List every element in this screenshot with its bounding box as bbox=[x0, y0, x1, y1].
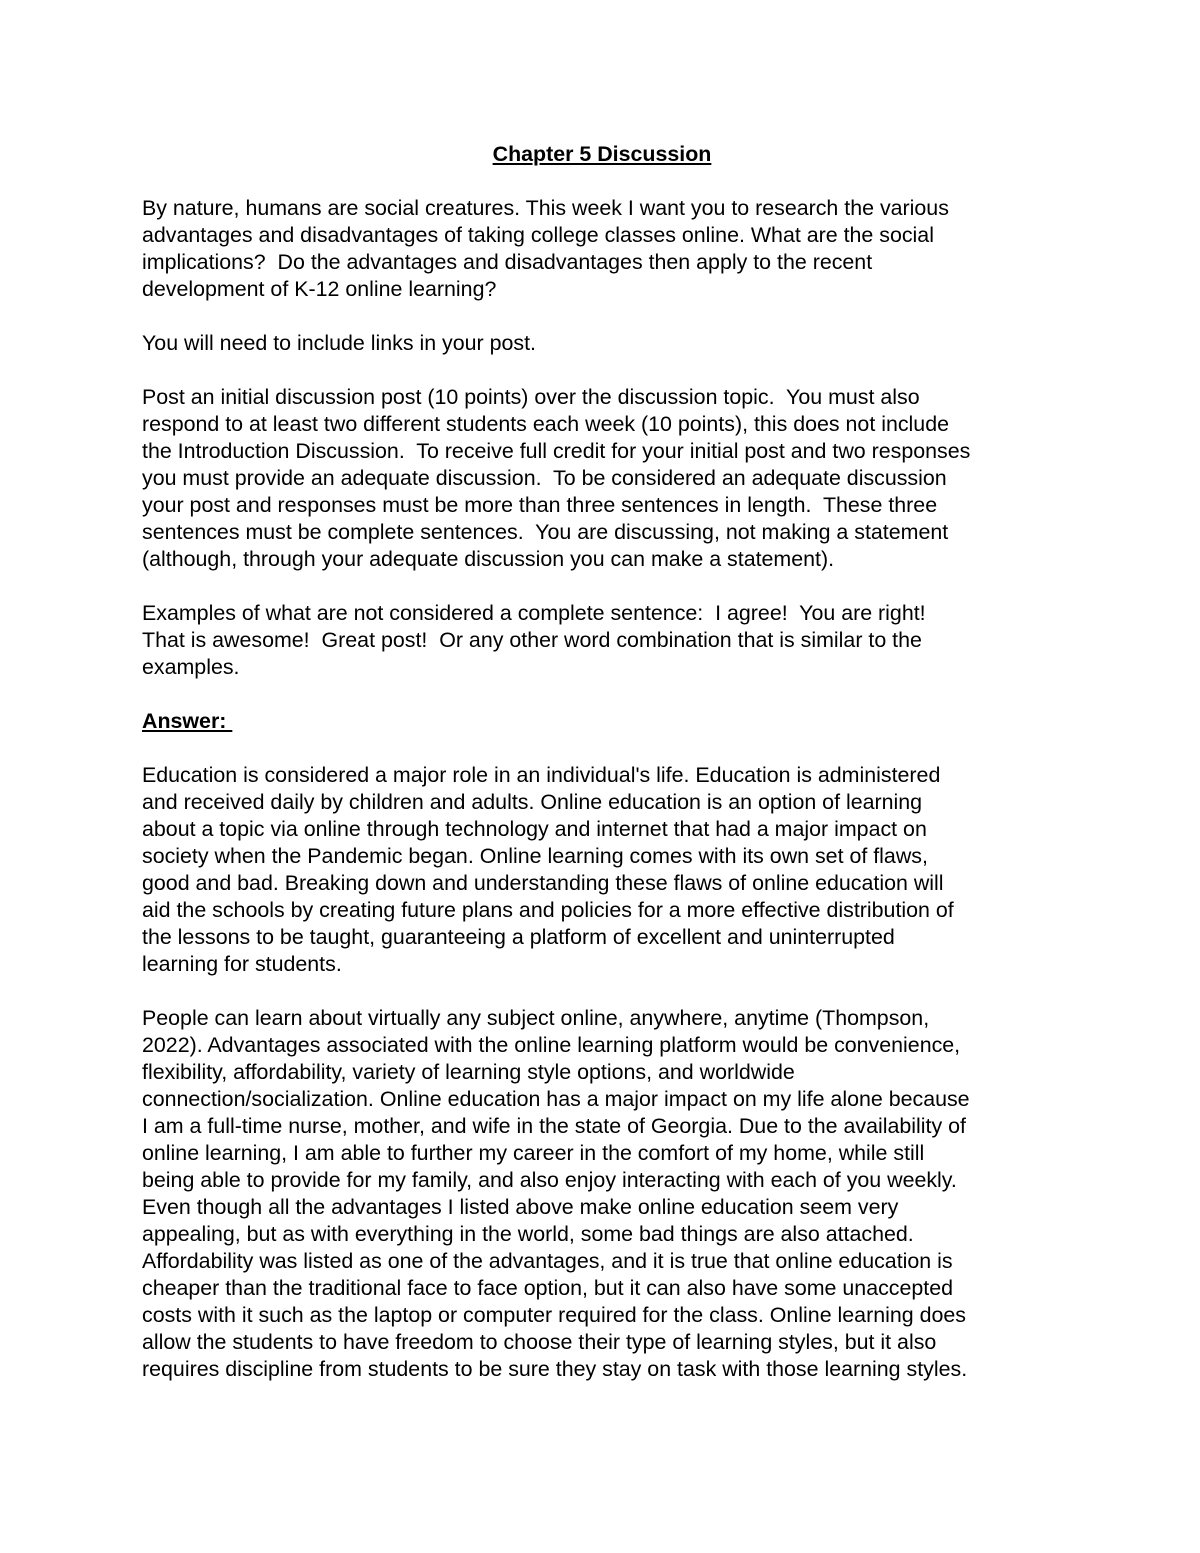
text-line: I am a full-time nurse, mother, and wife in the state of Georgia. Due to the availability of bbox=[142, 1114, 966, 1138]
text-line: about a topic via online through technology and internet that had a major impact on bbox=[142, 817, 927, 841]
text-line: and received daily by children and adults. Online education is an option of learning bbox=[142, 790, 923, 814]
text-line: advantages and disadvantages of taking college classes online. What are the social bbox=[142, 223, 934, 247]
text-line: sentences must be complete sentences. You are discussing, not making a statement bbox=[142, 520, 949, 544]
text-line: That is awesome! Great post! Or any other word combination that is similar to the bbox=[142, 628, 922, 652]
prompt-paragraph bbox=[142, 330, 1062, 357]
text-line: cheaper than the traditional face to face option, but it can also have some unaccepted bbox=[142, 1276, 954, 1300]
text-line: allow the students to have freedom to choose their type of learning styles, but it also bbox=[142, 1330, 937, 1354]
text-line: respond to at least two different students each week (10 points), this does not include bbox=[142, 412, 949, 436]
text-line: Education is considered a major role in an individual's life. Education is administered bbox=[142, 763, 941, 787]
prompt-paragraph bbox=[142, 600, 1062, 681]
text-line: online learning, I am able to further my career in the comfort of my home, while still bbox=[142, 1141, 925, 1165]
text-line: Examples of what are not considered a complete sentence: I agree! You are right! bbox=[142, 601, 926, 625]
text-line: the Introduction Discussion. To receive full credit for your initial post and two responses bbox=[142, 439, 971, 463]
text-line: (although, through your adequate discussion you can make a statement). bbox=[142, 547, 835, 571]
text-line: being able to provide for my family, and also enjoy interacting with each of you weekly. bbox=[142, 1168, 957, 1192]
text-line: aid the schools by creating future plans and policies for a more effective distribution of bbox=[142, 898, 954, 922]
answer-paragraph bbox=[142, 1005, 1062, 1383]
text-line: By nature, humans are social creatures. This week I want you to research the various bbox=[142, 196, 949, 220]
text-line: society when the Pandemic began. Online learning comes with its own set of flaws, bbox=[142, 844, 928, 868]
answer-paragraph bbox=[142, 762, 1062, 978]
prompt-paragraph bbox=[142, 195, 1062, 303]
text-line: examples. bbox=[142, 655, 240, 679]
text-line: connection/socialization. Online education has a major impact on my life alone because bbox=[142, 1087, 970, 1111]
text-line: 2022). Advantages associated with the online learning platform would be convenience, bbox=[142, 1033, 961, 1057]
text-line: Post an initial discussion post (10 points) over the discussion topic. You must also bbox=[142, 385, 920, 409]
text-line: costs with it such as the laptop or computer required for the class. Online learning does bbox=[142, 1303, 966, 1327]
text-line: Affordability was listed as one of the advantages, and it is true that online education is bbox=[142, 1249, 953, 1273]
answer-heading: Answer: bbox=[142, 709, 233, 733]
text-line: You will need to include links in your post. bbox=[142, 331, 536, 355]
answer-section bbox=[142, 762, 1062, 1383]
text-line: implications? Do the advantages and disadvantages then apply to the recent bbox=[142, 250, 873, 274]
text-line: the lessons to be taught, guaranteeing a platform of excellent and uninterrupted bbox=[142, 925, 895, 949]
text-line: appealing, but as with everything in the world, some bad things are also attached. bbox=[142, 1222, 914, 1246]
text-line: People can learn about virtually any subject online, anywhere, anytime (Thompson, bbox=[142, 1006, 930, 1030]
text-line: good and bad. Breaking down and understanding these flaws of online education will bbox=[142, 871, 944, 895]
text-line: Even though all the advantages I listed above make online education seem very bbox=[142, 1195, 899, 1219]
text-line: you must provide an adequate discussion. To be considered an adequate discussion bbox=[142, 466, 947, 490]
prompt-paragraph bbox=[142, 384, 1062, 573]
text-line: flexibility, affordability, variety of learning style options, and worldwide bbox=[142, 1060, 795, 1084]
text-line: development of K-12 online learning? bbox=[142, 277, 497, 301]
document-body bbox=[142, 141, 1062, 1410]
text-line: learning for students. bbox=[142, 952, 342, 976]
prompt-section bbox=[142, 195, 1062, 681]
text-line: your post and responses must be more than three sentences in length. These three bbox=[142, 493, 938, 517]
text-line: requires discipline from students to be sure they stay on task with those learning styles. bbox=[142, 1357, 968, 1381]
document-title: Chapter 5 Discussion bbox=[492, 142, 712, 166]
